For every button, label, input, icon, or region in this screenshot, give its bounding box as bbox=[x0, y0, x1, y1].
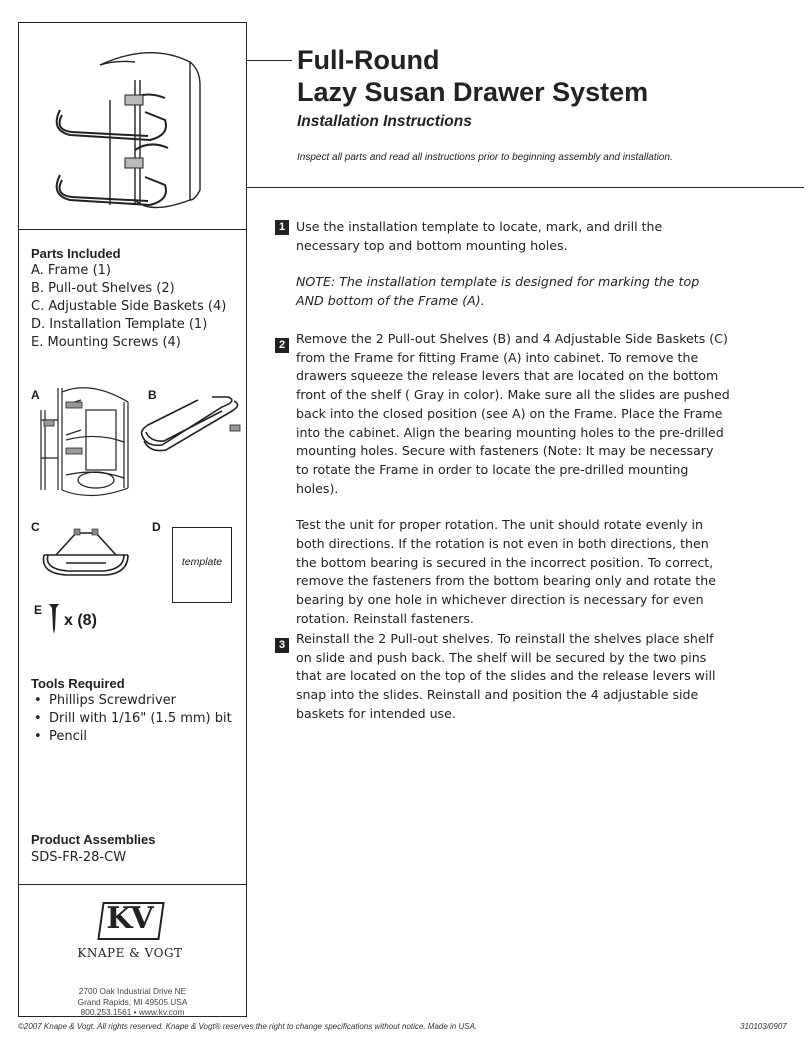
step-2-rotation-text: Test the unit for proper rotation. The unit should rotate evenly in both directions. If the rotation is not even in both directions, then the bottom bearing is secured in the incorrect position. To correct, remove the fasteners from the bottom bearing only and rotate the bearing by one hole in whichever direction is necessary for even rotation. Reinstall fasteners. bbox=[296, 517, 716, 626]
kv-logo bbox=[98, 900, 160, 938]
page-title bbox=[297, 44, 648, 108]
sidebar-rule-2 bbox=[18, 884, 247, 885]
brand-address bbox=[40, 986, 225, 1018]
parts-heading: Parts Included bbox=[31, 246, 121, 261]
step-1-text: Use the installation template to locate, mark, and drill the necessary top and bottom mounting holes. bbox=[296, 219, 663, 253]
page-subtitle: Installation Instructions bbox=[297, 113, 472, 130]
pullout-shelf-illustration bbox=[138, 395, 246, 455]
step-3-text: Reinstall the 2 Pull-out shelves. To reinstall the shelves place shelf on slide and push back. The shelf will be secured by the two pins that are located on the top of the slides and the release levers will snap into the slides. Reinstall and position the 4 adjustable side baskets for intended use. bbox=[296, 631, 716, 721]
step-3-number: 3 bbox=[275, 638, 289, 653]
tool-item-screwdriver: • Phillips Screwdriver bbox=[31, 692, 232, 710]
assembly-code: SDS-FR-28-CW bbox=[31, 850, 127, 865]
step-2-text: Remove the 2 Pull-out Shelves (B) and 4 Adjustable Side Baskets (C) from the Frame for fitting Frame (A) into cabinet. To remove the drawers squeeze the release levers that are located on the bottom front of the shelf ( Gray in color). Make sure all the slides are pushed back into the closed position (see A) on the Frame. Place the Frame into the cabinet. Align the bearing mounting holes to the pre-drilled mounting holes. Secure with fasteners (Note: It may be necessary to rotate the Frame in order to locate the pre-drilled mounting holes). bbox=[296, 331, 730, 496]
product-illustration bbox=[40, 40, 240, 215]
left-border bbox=[18, 22, 19, 1017]
step-3 bbox=[275, 630, 730, 724]
parts-item-screws: E. Mounting Screws (4) bbox=[31, 335, 181, 350]
top-border bbox=[18, 22, 247, 23]
address-line-1: 2700 Oak Industrial Drive NE bbox=[78, 986, 187, 996]
step-1-number: 1 bbox=[275, 220, 289, 235]
inspect-note: Inspect all parts and read all instructions prior to beginning assembly and installation. bbox=[297, 152, 673, 163]
sidebar-divider bbox=[246, 22, 247, 1017]
parts-item-frame: A. Frame (1) bbox=[31, 263, 111, 278]
header-bottom-rule bbox=[246, 187, 804, 188]
part-label-e: E bbox=[34, 603, 43, 617]
title-line-2: Lazy Susan Drawer System bbox=[297, 77, 649, 107]
template-label: template bbox=[181, 556, 223, 568]
tool-item-pencil: • Pencil bbox=[31, 728, 232, 746]
brand-name: KNAPE & VOGT bbox=[77, 946, 183, 960]
tool-item-drill: • Drill with 1/16" (1.5 mm) bit bbox=[31, 710, 232, 728]
document-code: 310103/0907 bbox=[740, 1022, 787, 1031]
step-2-number: 2 bbox=[275, 338, 289, 353]
assemblies-heading: Product Assemblies bbox=[31, 832, 156, 847]
part-label-d: D bbox=[152, 520, 161, 534]
parts-item-template: D. Installation Template (1) bbox=[31, 317, 208, 332]
side-basket-illustration bbox=[36, 525, 136, 580]
step-1-note: NOTE: The installation template is designed for marking the top AND bottom of the Frame (A). bbox=[296, 274, 700, 309]
tools-list bbox=[31, 692, 232, 746]
parts-item-baskets: C. Adjustable Side Baskets (4) bbox=[31, 299, 227, 314]
part-label-a: A bbox=[31, 388, 40, 402]
screw-quantity: x (8) bbox=[64, 612, 97, 629]
sidebar-rule-1 bbox=[18, 229, 247, 230]
parts-item-shelves: B. Pull-out Shelves (2) bbox=[31, 281, 175, 296]
frame-illustration bbox=[36, 380, 136, 502]
part-label-c: C bbox=[31, 520, 40, 534]
title-rule bbox=[246, 60, 292, 61]
template-box bbox=[172, 527, 232, 603]
legal-footer: ©2007 Knape & Vogt. All rights reserved. Knape & Vogt® reserves the right to change specifications without notice. Made in USA. bbox=[18, 1022, 478, 1031]
kv-logo-letters: KV bbox=[106, 901, 152, 936]
part-label-b: B bbox=[148, 388, 157, 402]
screw-icon bbox=[48, 603, 60, 635]
parts-list bbox=[31, 262, 226, 352]
title-line-1: Full-Round bbox=[297, 45, 440, 75]
address-line-2: Grand Rapids, MI 49505 USA bbox=[77, 996, 188, 1007]
step-2 bbox=[275, 330, 730, 629]
address-line-3: 800.253.1561 • www.kv.com bbox=[80, 1007, 185, 1017]
step-1 bbox=[275, 218, 730, 311]
tools-heading: Tools Required bbox=[31, 676, 125, 691]
